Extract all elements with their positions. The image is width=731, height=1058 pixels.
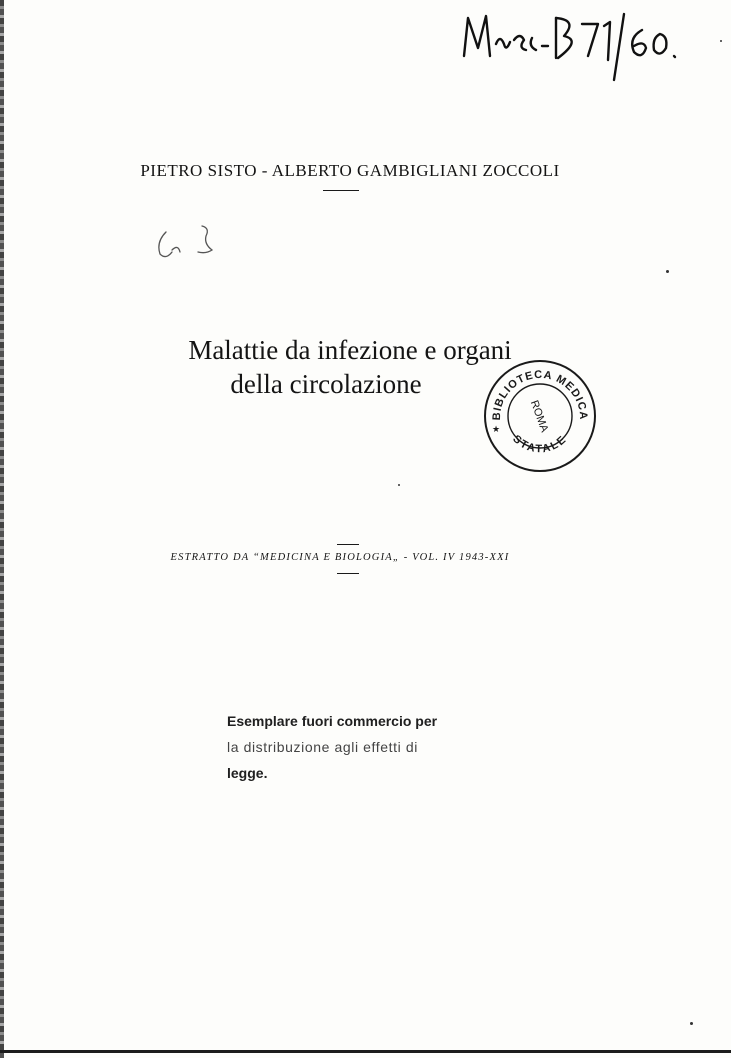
title-line-1: Malattie da infezione e organi bbox=[188, 335, 512, 365]
authors-divider bbox=[323, 190, 359, 191]
svg-text:ROMA: ROMA bbox=[527, 398, 551, 434]
extract-citation: ESTRATTO DA “MEDICINA E BIOLOGIA„ - VOL. IV 1943-XXI bbox=[170, 552, 510, 563]
svg-text:★: ★ bbox=[492, 424, 501, 434]
scan-left-edge bbox=[0, 0, 4, 1058]
authors-line: PIETRO SISTO - ALBERTO GAMBIGLIANI ZOCCOLI bbox=[140, 161, 560, 180]
scan-speck bbox=[720, 40, 722, 42]
svg-text:BIBLIOTECA MEDICA: BIBLIOTECA MEDICA bbox=[490, 368, 590, 421]
title-line-2: della circolazione bbox=[230, 369, 422, 399]
scan-bottom-edge bbox=[0, 1050, 731, 1053]
notice-line-1: Esemplare fuori commercio per bbox=[227, 713, 438, 729]
extract-divider-bottom bbox=[337, 573, 359, 574]
distribution-notice bbox=[227, 708, 517, 786]
svg-text:STATALE: STATALE bbox=[510, 432, 570, 456]
scan-speck bbox=[666, 270, 669, 273]
library-stamp bbox=[480, 356, 600, 476]
scan-speck bbox=[398, 484, 400, 486]
notice-line-3: legge. bbox=[227, 765, 268, 781]
scan-speck bbox=[690, 1022, 693, 1025]
extract-divider-top bbox=[337, 544, 359, 545]
notice-line-2: la distribuzione agli effetti di bbox=[227, 739, 418, 755]
handwritten-shelfmark bbox=[452, 4, 682, 94]
pencil-mark bbox=[150, 220, 230, 270]
